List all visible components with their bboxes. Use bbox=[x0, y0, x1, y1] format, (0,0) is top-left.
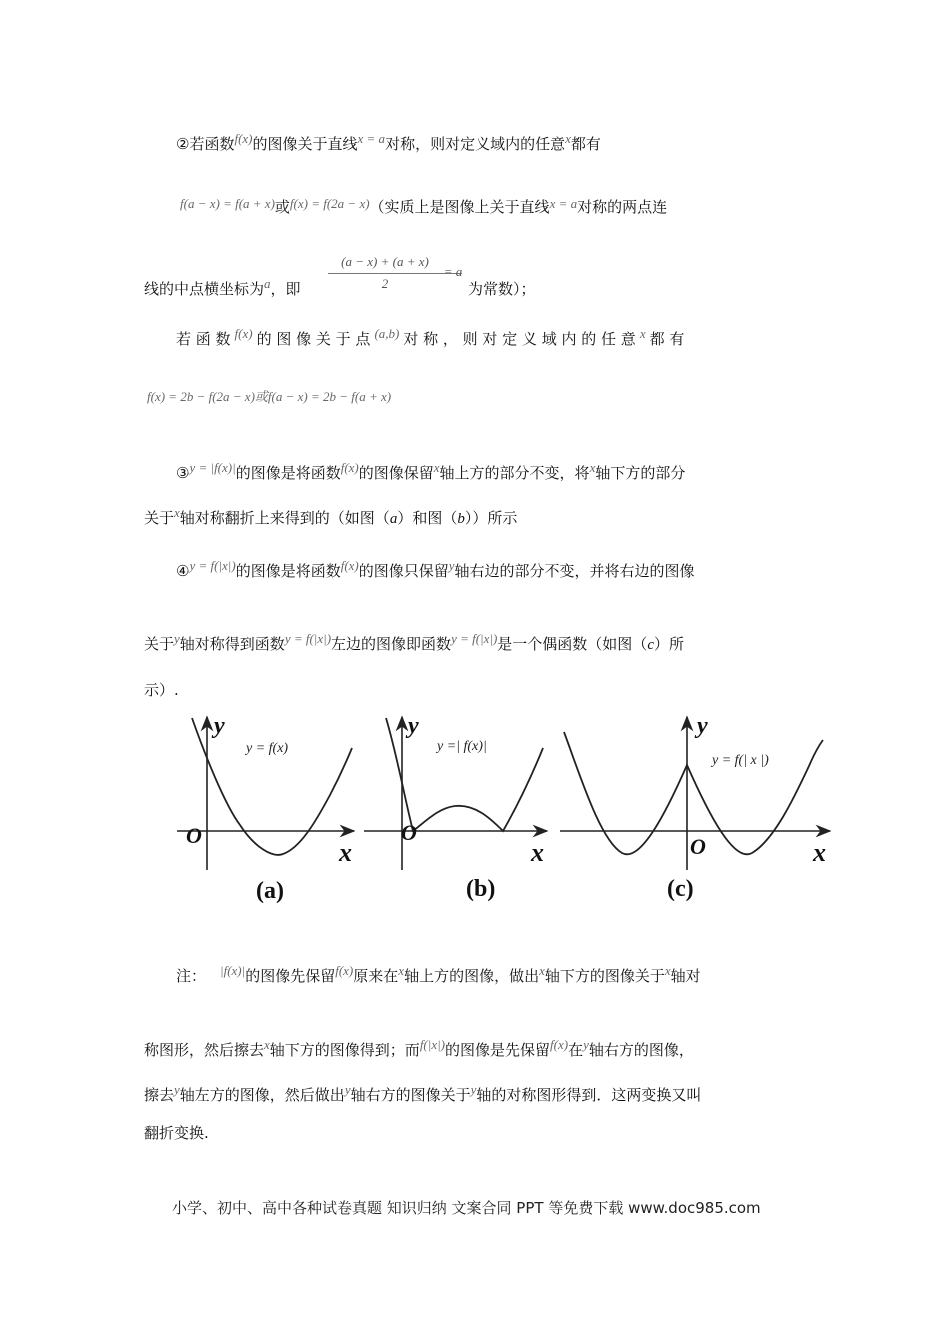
fraction-eq-a: = a bbox=[443, 264, 463, 279]
text: 的图像是先保留 bbox=[445, 1041, 551, 1059]
text: 都 有 bbox=[649, 330, 685, 348]
formula-symmetry-1: f(a − x) = f(a + x) bbox=[180, 196, 275, 211]
fraction-numerator: (a − x) + (a + x) bbox=[341, 254, 429, 269]
note-line-2 bbox=[144, 1037, 694, 1061]
formula-fx: f(x) bbox=[234, 326, 253, 341]
y-label: y bbox=[697, 713, 708, 739]
formula-x: x bbox=[433, 460, 440, 475]
formula-x: x bbox=[589, 460, 596, 475]
paragraph-2-line-3-end bbox=[468, 279, 536, 299]
formula-y: y bbox=[174, 1082, 180, 1097]
formula-abs-fx: y = |f(x)| bbox=[189, 460, 236, 475]
text: 轴上方的部分不变，将 bbox=[439, 464, 590, 482]
caption-a: (a) bbox=[256, 878, 284, 904]
formula-point-ab: (a,b) bbox=[374, 326, 400, 341]
text: 的图像保留 bbox=[358, 464, 434, 482]
x-label: x bbox=[339, 838, 352, 867]
formula-f-abs-x: f(|x|) bbox=[419, 1037, 445, 1052]
formula-y: y bbox=[344, 1082, 351, 1097]
paragraph-3-line-1 bbox=[176, 460, 686, 484]
formula-point-symmetry: f(x) = 2b − f(2a − x)或f(a − x) = 2b − f(a + x) bbox=[147, 389, 392, 404]
text: 轴下方的图像得到；而 bbox=[269, 1041, 420, 1059]
text: 轴下方的部分 bbox=[595, 464, 686, 482]
formula-x: x bbox=[664, 963, 671, 978]
formula-y: y bbox=[448, 558, 455, 573]
x-label: x bbox=[813, 838, 826, 867]
origin-label: O bbox=[690, 834, 706, 859]
note-line-4 bbox=[144, 1123, 209, 1143]
note-line-1 bbox=[176, 963, 701, 987]
y-label: y bbox=[214, 713, 225, 739]
text: 轴对称得到函数 bbox=[179, 635, 285, 653]
formula-x: x bbox=[398, 963, 405, 978]
text: 是一个偶函数（如图（ bbox=[497, 635, 648, 653]
formula-f-abs-x: y = f(|x|) bbox=[284, 631, 332, 646]
paragraph-2-line-2 bbox=[180, 193, 667, 214]
text: 原来在 bbox=[353, 967, 399, 985]
x-label: x bbox=[531, 838, 544, 867]
formula-x-eq-a: x = a bbox=[549, 196, 578, 211]
text: 轴右边的部分不变，并将右边的图像 bbox=[454, 562, 695, 580]
page-footer: 小学、初中、高中各种试卷真题 知识归纳 文案合同 PPT 等免费下载 www.doc985.com bbox=[172, 1199, 761, 1217]
formula-x: x bbox=[539, 963, 545, 978]
text: 轴的对称图形得到．这两变换又叫 bbox=[476, 1086, 702, 1104]
text: 关于 bbox=[144, 635, 175, 653]
paragraph-2-line-1 bbox=[176, 131, 601, 155]
text: 轴对 bbox=[670, 967, 701, 985]
text: 关于 bbox=[144, 509, 175, 527]
text: 的图像关于直线 bbox=[252, 135, 358, 153]
origin-label: O bbox=[401, 820, 417, 845]
text: ③ bbox=[176, 464, 190, 482]
formula-x: x bbox=[174, 505, 180, 520]
text: 左边的图像即函数 bbox=[331, 635, 452, 653]
text: ））所示 bbox=[464, 509, 518, 527]
text: 称图形，然后擦去 bbox=[144, 1041, 265, 1059]
text: 都有 bbox=[570, 135, 601, 153]
formula-x: x bbox=[639, 326, 646, 341]
paragraph-3-line-2 bbox=[144, 505, 518, 529]
text: 轴右方的图像， bbox=[588, 1041, 694, 1059]
text: 的图像只保留 bbox=[358, 562, 449, 580]
text: 的图像是将函数 bbox=[235, 562, 341, 580]
formula-x: x bbox=[264, 1037, 270, 1052]
formula-fx: f(x) bbox=[340, 558, 359, 573]
paragraph-4-line-1 bbox=[176, 558, 695, 582]
formula-fx: f(x) bbox=[335, 963, 354, 978]
text: ④ bbox=[176, 562, 190, 580]
text: ②若函数 bbox=[176, 135, 235, 153]
text: ）所 bbox=[653, 635, 684, 653]
formula-f-abs-x: y = f(|x|) bbox=[451, 631, 498, 646]
formula-f-abs-x: y = f(|x|) bbox=[189, 558, 236, 573]
caption-c: (c) bbox=[667, 876, 694, 902]
formula-x-eq-a: x = a bbox=[357, 131, 386, 146]
text: 擦去 bbox=[144, 1086, 175, 1104]
paragraph-point-symmetry-formula bbox=[147, 386, 391, 407]
formula-abs-fx: |f(x)| bbox=[220, 963, 246, 978]
equation-label: y = f(| x |) bbox=[712, 753, 769, 768]
text: 轴对称翻折上来得到的（如图（ bbox=[179, 509, 390, 527]
graph-b bbox=[364, 713, 547, 902]
text: 翻折变换. bbox=[144, 1124, 209, 1142]
text: 轴左方的图像，然后做出 bbox=[179, 1086, 345, 1104]
formula-fx: f(x) bbox=[550, 1037, 569, 1052]
fraction-denominator: 2 bbox=[381, 276, 389, 291]
origin-label: O bbox=[186, 823, 202, 848]
text: 轴下方的图像关于 bbox=[544, 967, 665, 985]
text: 示）. bbox=[144, 681, 179, 699]
text: （实质上是图像上关于直线 bbox=[369, 198, 550, 216]
graph-a bbox=[177, 713, 354, 904]
formula-fx: f(x) bbox=[340, 460, 359, 475]
formula-fx: f(x) bbox=[234, 131, 253, 146]
paragraph-4-line-2 bbox=[144, 631, 684, 655]
graph-c bbox=[560, 713, 830, 902]
formula-a: a bbox=[264, 276, 271, 291]
figure-ref-c: c bbox=[647, 637, 654, 653]
text: ）和图（ bbox=[397, 509, 458, 527]
paragraph-point-symmetry bbox=[176, 326, 685, 350]
text: 轴右方的图像关于 bbox=[350, 1086, 471, 1104]
note-line-3 bbox=[144, 1082, 702, 1106]
text: 在 bbox=[568, 1041, 584, 1059]
text: 线的中点横坐标为 bbox=[144, 280, 265, 298]
formula-symmetry-2: f(x) = f(2a − x) bbox=[289, 196, 370, 211]
text: 的图像先保留 bbox=[245, 967, 336, 985]
caption-b: (b) bbox=[466, 876, 496, 902]
text: 的图像是将函数 bbox=[235, 464, 341, 482]
y-label: y bbox=[408, 713, 419, 739]
text: 对称，则对定义域内的任意 bbox=[385, 135, 566, 153]
equation-label: y =| f(x)| bbox=[437, 739, 487, 754]
paragraph-4-line-3 bbox=[144, 680, 179, 700]
text: 或 bbox=[274, 198, 290, 216]
formula-y: y bbox=[583, 1037, 589, 1052]
text: 对 称 ， 则 对 定 义 域 内 的 任 意 bbox=[403, 330, 636, 348]
text: 轴上方的图像，做出 bbox=[404, 967, 540, 985]
figure-ref-b: b bbox=[457, 511, 465, 527]
function-graphs-figure bbox=[0, 700, 950, 930]
formula-y: y bbox=[470, 1082, 477, 1097]
text: 注： bbox=[176, 967, 207, 985]
text: 若 函 数 bbox=[176, 330, 231, 348]
text: ，即 bbox=[270, 280, 301, 298]
text: 为常数）； bbox=[468, 280, 536, 298]
text: 的 图 像 关 于 点 bbox=[256, 330, 371, 348]
text: 对称的两点连 bbox=[577, 198, 668, 216]
paragraph-2-line-3 bbox=[144, 276, 301, 300]
formula-y: y bbox=[174, 631, 180, 646]
equation-label: y = f(x) bbox=[246, 741, 289, 756]
figure-ref-a: a bbox=[389, 511, 398, 527]
formula-x: x bbox=[565, 131, 571, 146]
